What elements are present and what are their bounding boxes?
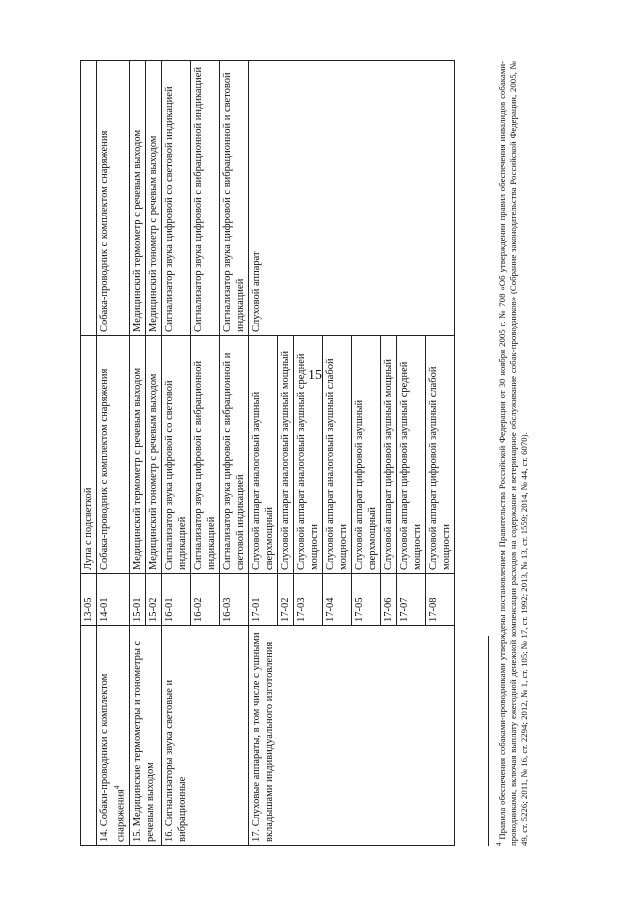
item-name-cell: Слуховой аппарат цифровой заушный слабой мощности (425, 336, 454, 574)
category-cell: 15. Медицинские термометры и тонометры с речевым выходом (129, 626, 161, 846)
item-name-cell: Сигнализатор звука цифровой с вибрационной индикацией (190, 336, 219, 574)
code-cell: 17-02 (277, 574, 293, 626)
table-row (97, 61, 130, 846)
item-name-cell: Сигнализатор звука цифровой со световой индикацией (161, 336, 190, 574)
item-name-cell: Слуховой аппарат аналоговый заушный средней мощности (293, 336, 322, 574)
rotated-landscape-content (70, 53, 560, 848)
code-cell: 17-01 (248, 574, 277, 626)
code-cell: 17-06 (380, 574, 396, 626)
code-cell: 15-01 (129, 574, 145, 626)
code-cell: 17-03 (293, 574, 322, 626)
item-name-cell: Собака-проводник с комплектом снаряжения (97, 336, 130, 574)
category-cell (97, 626, 130, 846)
code-cell: 16-01 (161, 574, 190, 626)
right-cell: Медицинский тонометр с речевым выходом (145, 61, 161, 336)
code-cell: 14-01 (97, 574, 130, 626)
item-name-cell: Слуховой аппарат цифровой заушный мощный (380, 336, 396, 574)
item-name-cell: Слуховой аппарат аналоговый заушный мощный (277, 336, 293, 574)
footnote-marker: 4 (113, 785, 121, 790)
right-cell: Сигнализатор звука цифровой с вибрационной индикацией (190, 61, 219, 336)
code-cell: 13-05 (81, 574, 97, 626)
category-cell: 16. Сигнализаторы звука световые и вибрационные (161, 626, 248, 846)
right-cell: Собака-проводник с комплектом снаряжения (97, 61, 130, 336)
category-cell: 17. Слуховые аппараты, в том числе с ушными вкладышами индивидуального изготовления (248, 626, 454, 846)
code-cell: 17-04 (322, 574, 351, 626)
item-name-cell: Сигнализатор звука цифровой с вибрационной и световой индикацией (219, 336, 248, 574)
code-cell: 16-02 (190, 574, 219, 626)
footnote-divider (488, 636, 489, 846)
category-text: 14. Собаки-проводники с комплектом снаряжения (99, 673, 127, 842)
item-name-cell: Слуховой аппарат аналоговый заушный слабой мощности (322, 336, 351, 574)
table-row (129, 61, 145, 846)
table-row (161, 61, 190, 846)
item-name-cell: Слуховой аппарат аналоговый заушный сверхмощный (248, 336, 277, 574)
code-cell: 17-08 (425, 574, 454, 626)
table-row (248, 61, 277, 846)
right-cell (81, 61, 97, 336)
code-cell: 16-03 (219, 574, 248, 626)
footnote (494, 61, 530, 846)
item-name-cell: Слуховой аппарат цифровой заушный средней мощности (396, 336, 425, 574)
right-cell: Сигнализатор звука цифровой с вибрационной и световой индикацией (219, 61, 248, 336)
footnote-text: Правила обеспечения собаками-проводниками утверждены постановлением Правительства Российской Федерации от 30 ноября 2005 г. № 708 «Об утверждении правил обеспечения инвалидов собаками-проводниками, включая выплату ежегодной денежной компенсации расходов на содержание и ветеринарное обслуживание собак-проводников» (Собрание законодательства Российской Федерации, 2005, № 49, ст. 5226; 2011, № 16, ст. 2294; 2012, № 1, ст. 105; № 17, ст. 1992; 2013, № 13, ст. 1559; 2014, № 44, ст. 6070). (496, 61, 529, 846)
table-row (81, 61, 97, 846)
code-cell: 17-05 (351, 574, 380, 626)
right-cell: Слуховой аппарат (248, 61, 454, 336)
category-cell (81, 626, 97, 846)
item-name-cell: Лупа с подсветкой (81, 336, 97, 574)
page-number: 15 (308, 368, 322, 383)
code-cell: 17-07 (396, 574, 425, 626)
right-cell: Медицинский термометр с речевым выходом (129, 61, 145, 336)
footnote-marker: 4 (495, 842, 503, 846)
item-name-cell: Медицинский тонометр с речевым выходом (145, 336, 161, 574)
code-cell: 15-02 (145, 574, 161, 626)
item-name-cell: Слуховой аппарат цифровой заушный сверхмощный (351, 336, 380, 574)
item-name-cell: Медицинский термометр с речевым выходом (129, 336, 145, 574)
right-cell: Сигнализатор звука цифровой со световой индикацией (161, 61, 190, 336)
equipment-table (80, 60, 455, 846)
